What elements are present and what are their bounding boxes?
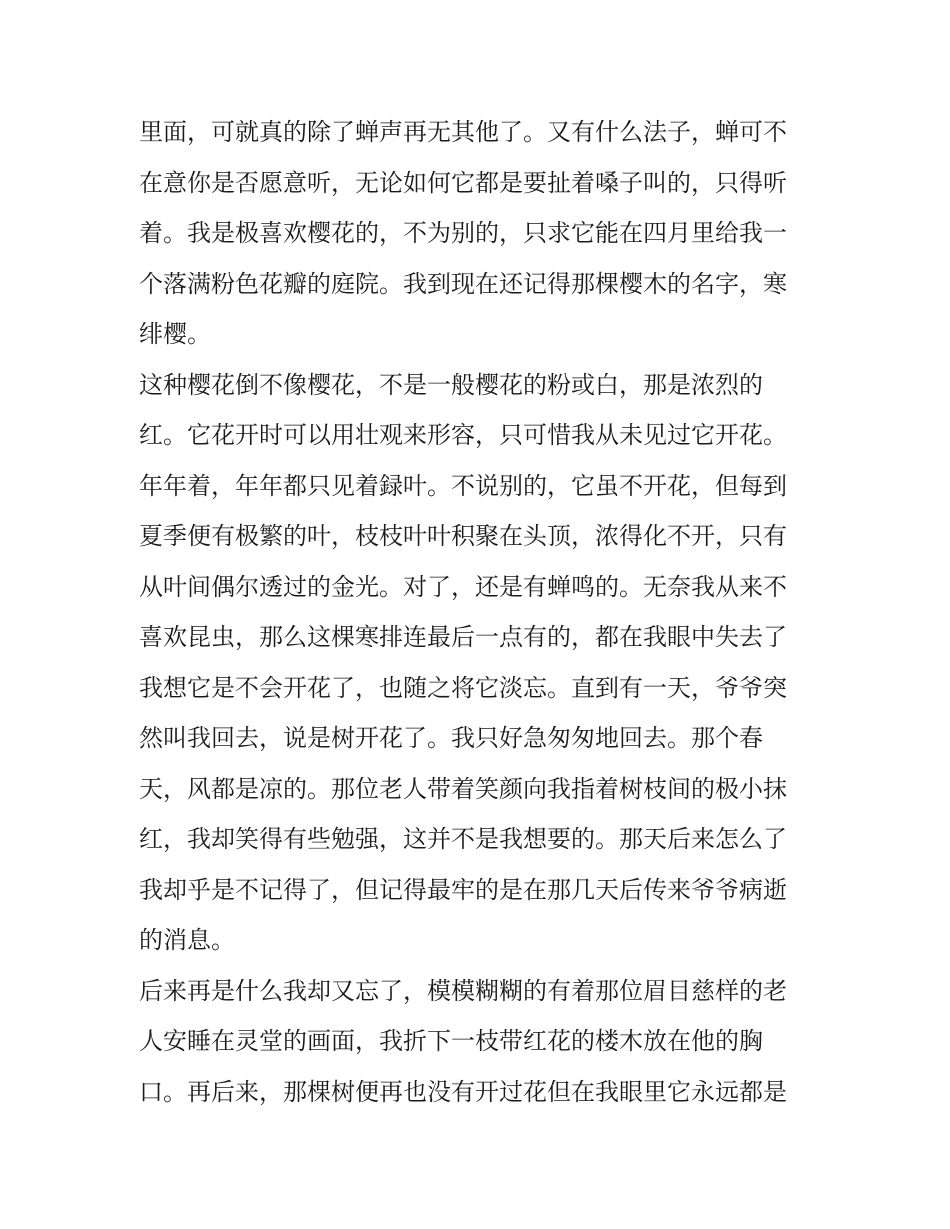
text-line: 我却乎是不记得了，但记得最牢的是在那几天后传来爷爷病逝 — [139, 875, 787, 904]
body-text — [139, 107, 819, 1117]
text-line: 红。它花开时可以用壮观来形容，只可惜我从未见过它开花。 — [139, 421, 787, 449]
text-line: 人安睡在灵堂的画面，我折下一枝带红花的楼木放在他的胸 — [139, 1027, 763, 1055]
text-line: 红，我却笑得有些勉强，这并不是我想要的。那天后来怎么了 — [139, 825, 787, 853]
text-line: 喜欢昆虫，那么这棵寒排连最后一点有的，都在我眼中失去了 — [139, 623, 787, 651]
text-line: 夏季便有极繁的叶，枝枝叶叶积聚在头顶，浓得化不开，只有 — [139, 522, 787, 550]
text-line: 我想它是不会开花了，也随之将它淡忘。直到有一天，爷爷突 — [139, 673, 787, 702]
text-line: 从叶间偶尔透过的金光。对了，还是有蝉鸣的。无奈我从来不 — [139, 572, 787, 601]
text-line: 口。再后来，那棵树便再也没有开过花但在我眼里它永远都是 — [139, 1077, 787, 1106]
text-line: 后来再是什么我却又忘了，模模糊糊的有着那位眉目慈样的老 — [139, 976, 787, 1005]
text-line: 个落满粉色花瓣的庭院。我到现在还记得那棵樱木的名字，寒 — [139, 269, 787, 298]
text-line: 在意你是否愿意听，无论如何它都是要扯着嗓子叫的，只得听 — [139, 168, 787, 197]
text-line: 这种樱花倒不像樱花，不是一般樱花的粉或白，那是浓烈的 — [139, 370, 763, 399]
text-line: 的消息。 — [139, 926, 235, 954]
text-line: 绯樱。 — [139, 320, 211, 348]
text-line: 然叫我回去，说是树开花了。我只好急匆匆地回去。那个春 — [139, 724, 763, 752]
text-line: 年年着，年年都只见着録叶。不说别的，它虽不开花，但每到 — [139, 471, 787, 500]
text-line: 天，风都是凉的。那位老人带着笑颜向我指着树枝间的极小抹 — [139, 774, 787, 803]
text-line: 着。我是极喜欢樱花的，不为别的，只求它能在四月里给我一 — [139, 219, 787, 247]
text-line: 里面，可就真的除了蝉声再无其他了。又有什么法子，蝉可不 — [139, 118, 787, 146]
